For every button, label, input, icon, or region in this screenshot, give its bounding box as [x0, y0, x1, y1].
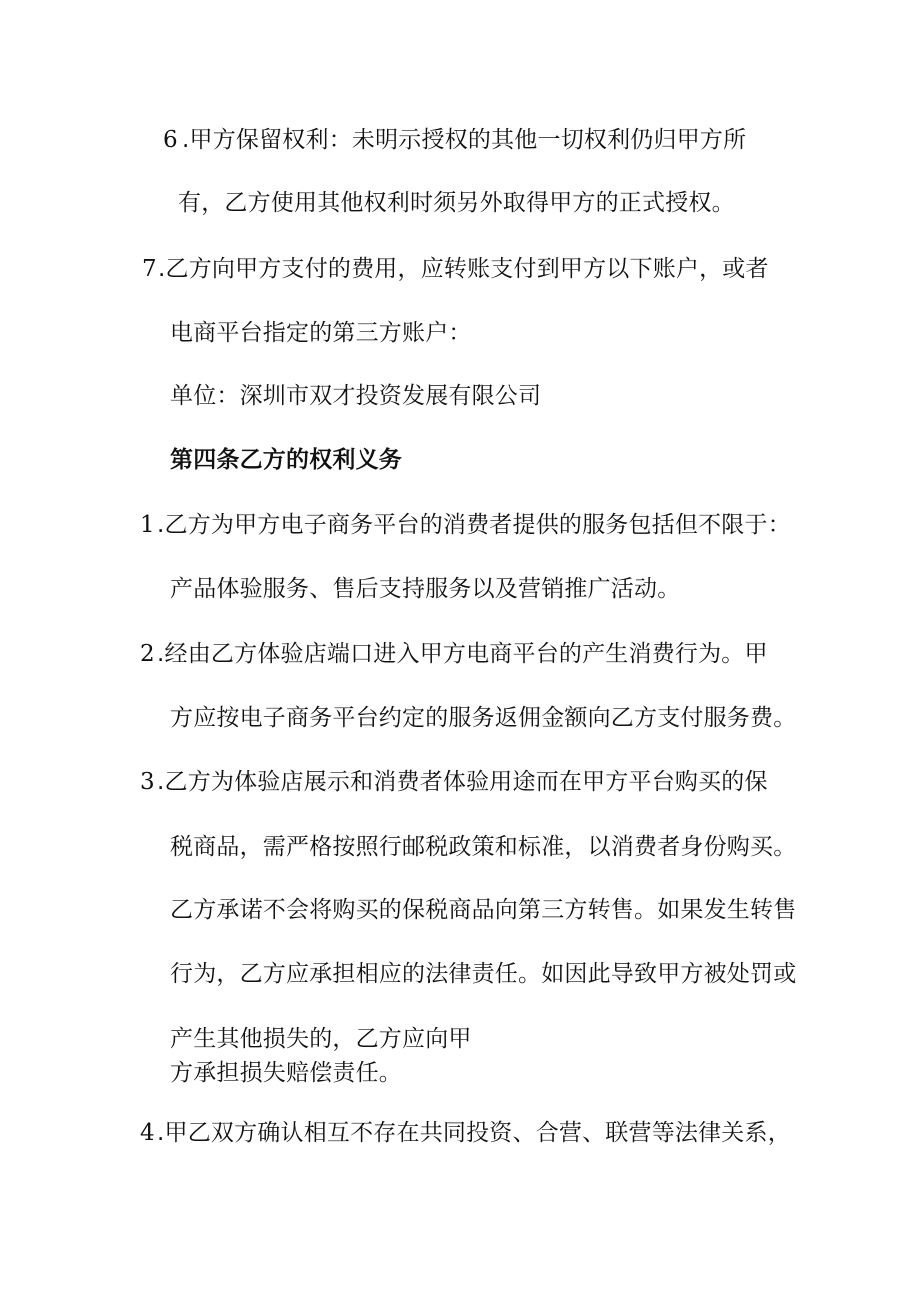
item-7-line-3: 单位：深圳市双才投资发展有限公司 — [170, 383, 542, 409]
s4-item-3-line-6: 方承担损失赔偿责任。 — [170, 1060, 402, 1086]
item-7-number: 7 — [142, 256, 157, 282]
s4-item-3-line-2: 税商品，需严格按照行邮税政策和标准，以消费者身份购买。 — [170, 834, 797, 860]
s4-item-3-line-3: 乙方承诺不会将购买的保税商品向第三方转售。如果发生转售 — [170, 897, 797, 923]
s4-item-3-line-4: 行为，乙方应承担相应的法律责任。如因此导致甲方被处罚或 — [170, 961, 797, 987]
s4-item-3-line-1: .乙方为体验店展示和消费者体验用途而在甲方平台购买的保 — [157, 769, 768, 795]
item-7-line-2: 电商平台指定的第三方账户： — [170, 320, 472, 346]
item-6-line-1: .甲方保留权利：未明示授权的其他一切权利仍归甲方所 — [182, 127, 747, 153]
item-6-number: 6 — [163, 127, 178, 153]
item-6-line-2: 有，乙方使用其他权利时须另外取得甲方的正式授权。 — [178, 190, 735, 216]
s4-item-1-number: 1 — [140, 512, 155, 538]
section-4-heading: 第四条乙方的权利义务 — [170, 447, 402, 473]
s4-item-2-line-1: .经由乙方体验店端口进入甲方电商平台的产生消费行为。甲 — [157, 641, 768, 667]
s4-item-3-line-5: 产生其他损失的，乙方应向甲 — [170, 1026, 472, 1052]
s4-item-3-number: 3 — [140, 769, 155, 795]
s4-item-4-number: 4 — [140, 1120, 155, 1146]
s4-item-1-line-1: .乙方为甲方电子商务平台的消费者提供的服务包括但不限于： — [157, 512, 791, 538]
s4-item-4-line-1: .甲乙双方确认相互不存在共同投资、合营、联营等法律关系， — [157, 1120, 791, 1146]
item-7-line-1: .乙方向甲方支付的费用，应转账支付到甲方以下账户，或者 — [158, 256, 769, 282]
s4-item-2-line-2: 方应按电子商务平台约定的服务返佣金额向乙方支付服务费。 — [170, 705, 797, 731]
s4-item-1-line-2: 产品体验服务、售后支持服务以及营销推广活动。 — [170, 576, 681, 602]
s4-item-2-number: 2 — [140, 641, 155, 667]
